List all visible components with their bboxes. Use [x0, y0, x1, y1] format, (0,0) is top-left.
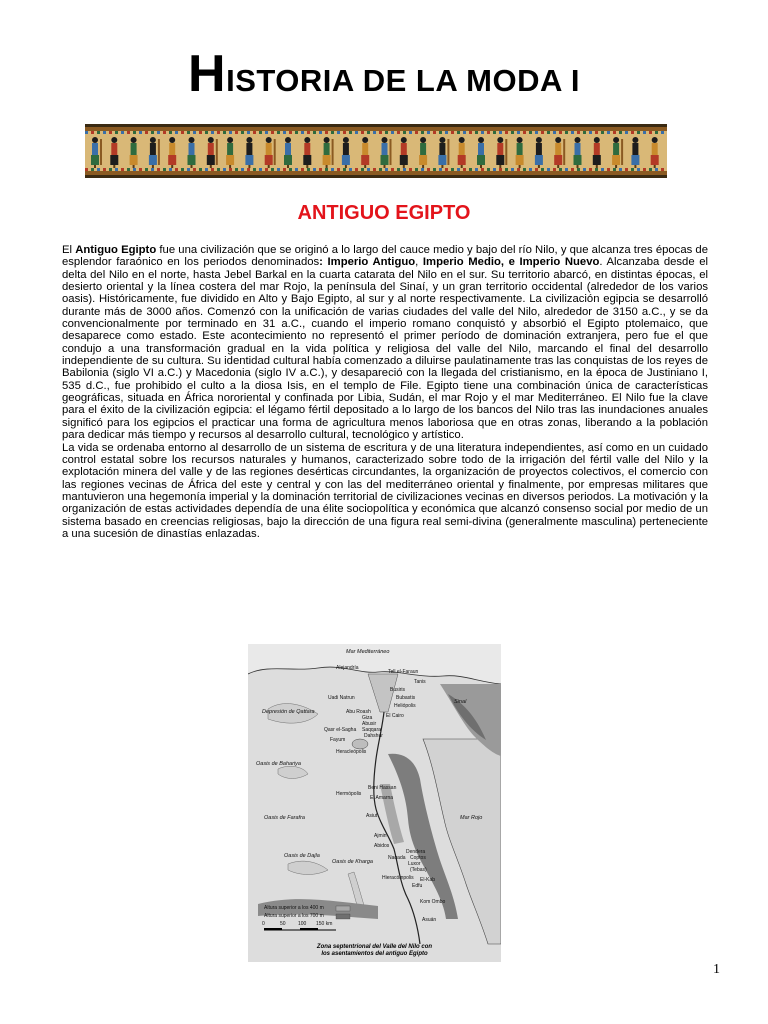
page-number: 1: [713, 962, 720, 977]
map-label-mar-rojo: Mar Rojo: [460, 815, 483, 821]
map-label-heliopolis: Heliópolis: [394, 703, 416, 709]
map-label-ajmin: Ajmin: [374, 833, 387, 839]
title-initial: H: [188, 45, 227, 103]
map-label-beni-hassan: Beni Hassan: [368, 785, 397, 791]
map-label-luxor: Luxor: [408, 861, 421, 867]
map-label-el-amarna: El Amarna: [370, 795, 394, 801]
map-label-saqqara: Saqqara: [362, 727, 381, 733]
map-label-dahshur: Dahshur: [364, 733, 383, 739]
map-label-oasis-kharga: Oasis de Kharga: [332, 859, 373, 865]
map-label-busiris: Busiris: [390, 687, 406, 693]
map-scale-50: 50: [280, 921, 286, 927]
map-label-hieracompolis: Hieracómpolis: [382, 875, 414, 881]
map-scale-100: 100: [298, 921, 307, 927]
map-label-el-cairo: El Cairo: [386, 713, 404, 719]
map-label-oasis-farafra: Oasis de Farafra: [264, 815, 305, 821]
map-label-mar-mediterraneo: Mar Mediterráneo: [346, 649, 390, 655]
map-label-coptos: Coptos: [410, 855, 426, 861]
map-label-uadi-natrun: Uadi Natrun: [328, 695, 355, 701]
map-label-fayum: Fayum: [330, 737, 346, 743]
map-label-oasis-dajla: Oasis de Dajla: [284, 853, 320, 859]
map-legend-400: Altura superior a los 400 m: [264, 905, 324, 911]
title-text: ISTORIA DE LA MODA I: [226, 63, 580, 98]
map-label-sinai: Sinaí: [454, 699, 467, 705]
map-label-edfu: Edfu: [412, 883, 423, 889]
document-title: [0, 44, 768, 104]
map-label-abusir: Abusir: [362, 721, 377, 727]
map-label-asuan: Asuán: [422, 917, 437, 923]
map-scale-0: 0: [262, 921, 265, 927]
map-legend-700: Altura superior a los 700 m: [264, 913, 324, 919]
map-label-oasis-bahariya: Oasis de Bahariya: [256, 761, 301, 767]
body-text: [62, 244, 708, 540]
map-label-el-kab: El-Kab: [420, 877, 436, 883]
map-label-tell-el-faraun: Tell el-Faraun: [388, 669, 419, 675]
section-title: ANTIGUO EGIPTO: [297, 202, 471, 224]
nile-valley-map: [248, 644, 501, 962]
map-label-depresion-qattara: Depresión de Qattara: [262, 709, 315, 715]
map-label-alejandria: Alejandría: [336, 665, 359, 671]
map-label-asiut: Asiut: [366, 813, 378, 819]
map-label-abu-roash: Abu Roash: [346, 709, 371, 715]
map-label-hermopolis: Hermópolis: [336, 791, 362, 797]
map-label-tanis: Tanis: [414, 679, 426, 685]
map-label-qasr-el-sagha: Qasr el-Sagha: [324, 727, 357, 733]
paragraph-1: El Antiguo Egipto fue una civilización que se originó a lo largo del cauce medio y bajo del río Nilo, y que alcanza tres épocas de esplendor faraónico en los periodos denominados: Imperio Antiguo, Imperio Medio, e Imperio Nuevo. Alcanzaba desde el delta del Nilo en el norte, hasta Jebel Barkal en la cuarta catarata del Nilo en el sur. Su territorio abarcó, en distintas épocas, el desierto oriental y la línea costera del mar Rojo, la península del Sinaí, y un gran territorio occidental (alrededor de los varios oasis). Históricamente, fue dividido en Alto y Bajo Egipto, al sur y al norte respectivamente. La civilización egipcia se desarrolló durante más de 3000 años. Comenzó con la unificación de varias ciudades del valle del Nilo, alrededor de 3150 a.C., y se da convencionalmente por terminado en 31 a.C., cuando el imperio romano conquistó y absorbió el Egipto ptolemaico, que desaparece como estado. Este acontecimiento no representó el primer período de dominación extranjera, pero fue el que condujo a una transformación gradual en la vida política y religiosa del valle del Nilo, marcando el final del desarrollo independiente de su cultura. Su identidad cultural había comenzado a diluirse paulatinamente tras las conquistas de los reyes de Babilonia (siglo VI a.C.) y Macedonia (siglo IV a.C.), y desapareció con la llegada del cristianismo, en la época de Justiniano I, 535 d.C., fue prohibido el culto a la diosa Isis, en el templo de File. Egipto tiene una combinación única de características geográficas, situada en África nororiental y confinada por Libia, Sudán, el mar Rojo y el mar Mediterráneo. El Nilo fue la clave para el éxito de la civilización egipcia: el légamo fértil depositado a lo largo de los bancos del Nilo tras las inundaciones anuales significó para los egipcios el practicar una forma de agricultura menos laboriosa que en otras zonas, liberando a la población para dedicar más tiempo y recursos al desarrollo cultural, tecnológico y artístico.: [62, 244, 709, 442]
map-label-heracleopolis: Heracleópolis: [336, 749, 367, 755]
map-label-dendera: Dendera: [406, 849, 426, 855]
paragraph-2: La vida se ordenaba entorno al desarrollo de un sistema de escritura y de una literatura independientes, así como en un cuidado control estatal sobre los recursos naturales y humanos, caracterizado sobre todo de la irrigación del fértil valle del Nilo y la explotación minera del valle y de las regiones desérticas circundantes, la organización de proyectos colectivos, el comercio con las regiones vecinas de África del este y central y con las del mediterráneo oriental y finalmente, por empresas militares que mantuvieron una hegemonía imperial y la dominación territorial de civilizaciones vecinas en diversos periodos. La motivación y la organización de estas actividades dependía de una élite sociopolítica y económica que alcanzó consenso social por medio de un sistema basado en creencias religiosas, bajo la dirección de una figura real semi-divina (generalmente masculina) perteneciente a una sucesión de dinastías enlazadas.: [62, 441, 708, 540]
map-caption: Zona septentrional del Valle del Nilo con los asentamientos del antiguo Egipto: [316, 944, 433, 957]
egyptian-frieze-banner: [85, 124, 667, 178]
map-label-giza: Giza: [362, 715, 373, 721]
map-label-naqada: Naqada: [388, 855, 406, 861]
map-label-bubastis: Bubastis: [396, 695, 416, 701]
map-label-tebas: (Tebas): [410, 867, 427, 873]
map-label-kom-ombo: Kom Ombo: [420, 899, 446, 905]
map-label-abidos: Abidos: [374, 843, 390, 849]
map-scale-150: 150 km: [316, 921, 333, 927]
